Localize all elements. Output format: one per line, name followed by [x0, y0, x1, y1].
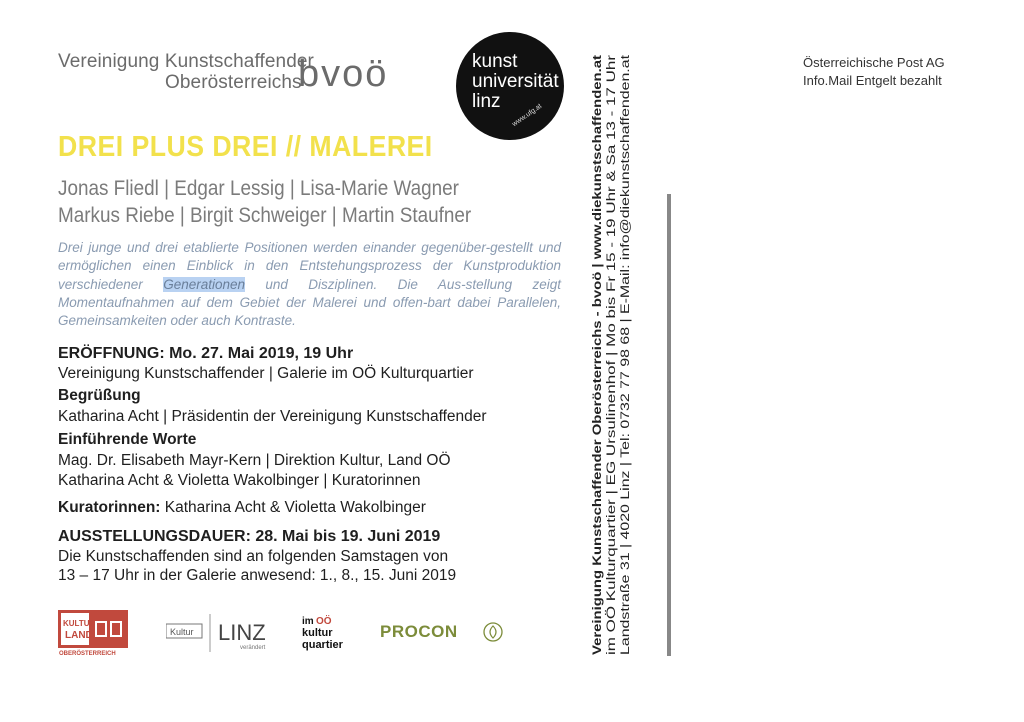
duration-line1: Die Kunstschaffenden sind an folgenden Samstagen von [58, 548, 449, 565]
svg-text:bvoö: bvoö [298, 53, 389, 94]
svg-text:KULTUR: KULTUR [63, 619, 96, 628]
duration-heading: AUSSTELLUNGSDAUER: 28. Mai bis 19. Juni 2019 [58, 528, 441, 545]
org-name-line2: Oberösterreichs [165, 72, 302, 93]
vertical-divider [667, 194, 671, 656]
org-name-line1: Vereinigung Kunstschaffender [58, 51, 314, 72]
greeting-text: Katharina Acht | Präsidentin der Vereinigung Kunstschaffender [58, 408, 487, 425]
exhibition-description: Drei junge und drei etablierte Positionen werden einander gegenüber-gestellt und ermöglichen einen Einblick in den Entstehungsprozess der Kunstproduktion verschiedener Generationen und Disziplinen. Die Aus-stellung zeigt Momentaufnahmen auf dem Gebiet der Malerei und offen-bart dabei Parallelen, Gemeinsamkeiten oder auch Kontraste. [58, 240, 561, 329]
kunstuniversitaet-linz-logo: kunst universität linz www.ufg.at [456, 32, 564, 140]
address-line2: im OÖ Kulturquartier | EG Ursulinenhof | Mo bis Fr 15 - 19 Uhr & Sa 13 - 17 Uhr [604, 224, 618, 655]
artists-line1: Jonas Fliedl | Edgar Lessig | Lisa-Marie Wagner [58, 177, 459, 200]
exhibition-title: DREI PLUS DREI // MALEREI [58, 131, 433, 163]
svg-text:Kultur: Kultur [170, 627, 194, 637]
kulturland-logo [58, 610, 128, 656]
postage-line1: Österreichische Post AG [803, 55, 945, 70]
intro-line1: Mag. Dr. Elisabeth Mayr-Kern | Direktion Kultur, Land OÖ [58, 452, 451, 469]
svg-text:im: im [302, 616, 314, 627]
greeting-heading: Begrüßung [58, 387, 141, 404]
opening-venue: Vereinigung Kunstschaffender | Galerie im OÖ Kulturquartier [58, 365, 474, 382]
linz-logo [166, 612, 266, 656]
svg-text:verändert: verändert [240, 645, 266, 651]
procon-logo: PROCON [380, 622, 458, 641]
svg-text:LINZ: LINZ [218, 620, 266, 645]
kulturquartier-logo [302, 614, 362, 654]
postage-line2: Info.Mail Entgelt bezahlt [803, 73, 942, 88]
svg-text:kultur: kultur [302, 627, 333, 639]
intro-heading: Einführende Worte [58, 431, 197, 448]
svg-text:OBERÖSTERREICH: OBERÖSTERREICH [59, 651, 116, 656]
address-line3: Landstraße 31 | 4020 Linz | Tel: 0732 77 98 68 | E-Mail: info@diekunstschaffenden.at [618, 195, 632, 655]
curators-line: Kuratorinnen: Katharina Acht & Violetta Wakolbinger [58, 499, 426, 516]
address-block [590, 55, 632, 655]
svg-text:quartier: quartier [302, 639, 343, 651]
address-line1: Vereinigung Kunstschaffender Oberösterreichs - bvoö | www.diekunstschaffenden.at [590, 163, 604, 655]
svg-text:OÖ: OÖ [316, 616, 332, 627]
duration-line2: 13 – 17 Uhr in der Galerie anwesend: 1., 8., 15. Juni 2019 [58, 567, 457, 584]
highlighted-word[interactable]: Generationen [163, 276, 245, 292]
procon-leaf-icon [483, 622, 503, 642]
opening-heading: ERÖFFNUNG: Mo. 27. Mai 2019, 19 Uhr [58, 345, 354, 362]
svg-text:LAND: LAND [65, 630, 93, 641]
bvoo-logo [298, 52, 408, 94]
intro-line2: Katharina Acht & Violetta Wakolbinger | Kuratorinnen [58, 472, 421, 489]
artists-line2: Markus Riebe | Birgit Schweiger | Martin Staufner [58, 204, 472, 227]
